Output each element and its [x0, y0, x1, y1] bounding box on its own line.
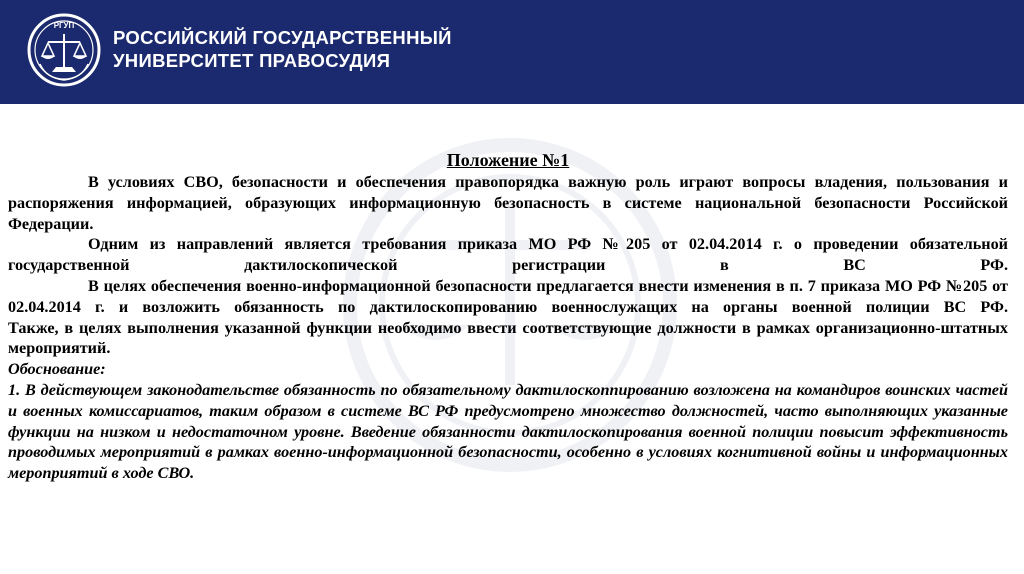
university-logo-icon — [26, 12, 102, 88]
paragraph-1: В условиях СВО, безопасности и обеспечения правопорядка важную роль играют вопросы владения, пользования и распоряжения информацией, образующих информационную безопасность в системе национальной безопасности Российской Федерации. — [8, 173, 1008, 233]
university-name-line2: УНИВЕРСИТЕТ ПРАВОСУДИЯ — [113, 50, 391, 71]
basis-text: 1. В действующем законодательстве обязанность по обязательному дактилоскоппированию возложена на командиров воинских частей и военных комиссариатов, таким образом в системе ВС РФ предусмотрено множество должностей, часто выполняющих указанные функции на низком и недостаточном уровне. Введение обязанности дактилоскопирования военной полиции повысит эффективность проводимых мероприятий в рамках военно-информационной безопасности, особенно в условиях когнитивной войны и информационных мероприятий в ходе СВО. — [8, 380, 1008, 483]
paragraph-4: Также, в целях выполнения указанной функции необходимо ввести соответствующие должности в рамках организационно-штатных мероприятий. — [8, 318, 1008, 358]
document-title: Положение №1 — [446, 150, 570, 170]
paragraph-3: В целях обеспечения военно-информационной безопасности предлагается внести изменения в п. 7 приказа МО РФ №205 от 02.04.2014 г. и возложить обязанность по дактилоскопированию военнослужащих на органы военной полиции ВС РФ. — [8, 276, 1008, 316]
paragraph-2: Одним из направлений является требования приказа МО РФ №205 от 02.04.2014 г. о проведении обязательной государственной дактилоскопической регистрации в ВС РФ. — [8, 235, 1008, 275]
header-banner — [0, 0, 1024, 104]
university-name — [113, 26, 452, 72]
document-body — [8, 148, 1008, 484]
logo-abbrev: РГУП — [53, 21, 75, 30]
university-name-line1: РОССИЙСКИЙ ГОСУДАРСТВЕННЫЙ — [113, 27, 452, 48]
basis-label: Обоснование: — [8, 360, 106, 379]
